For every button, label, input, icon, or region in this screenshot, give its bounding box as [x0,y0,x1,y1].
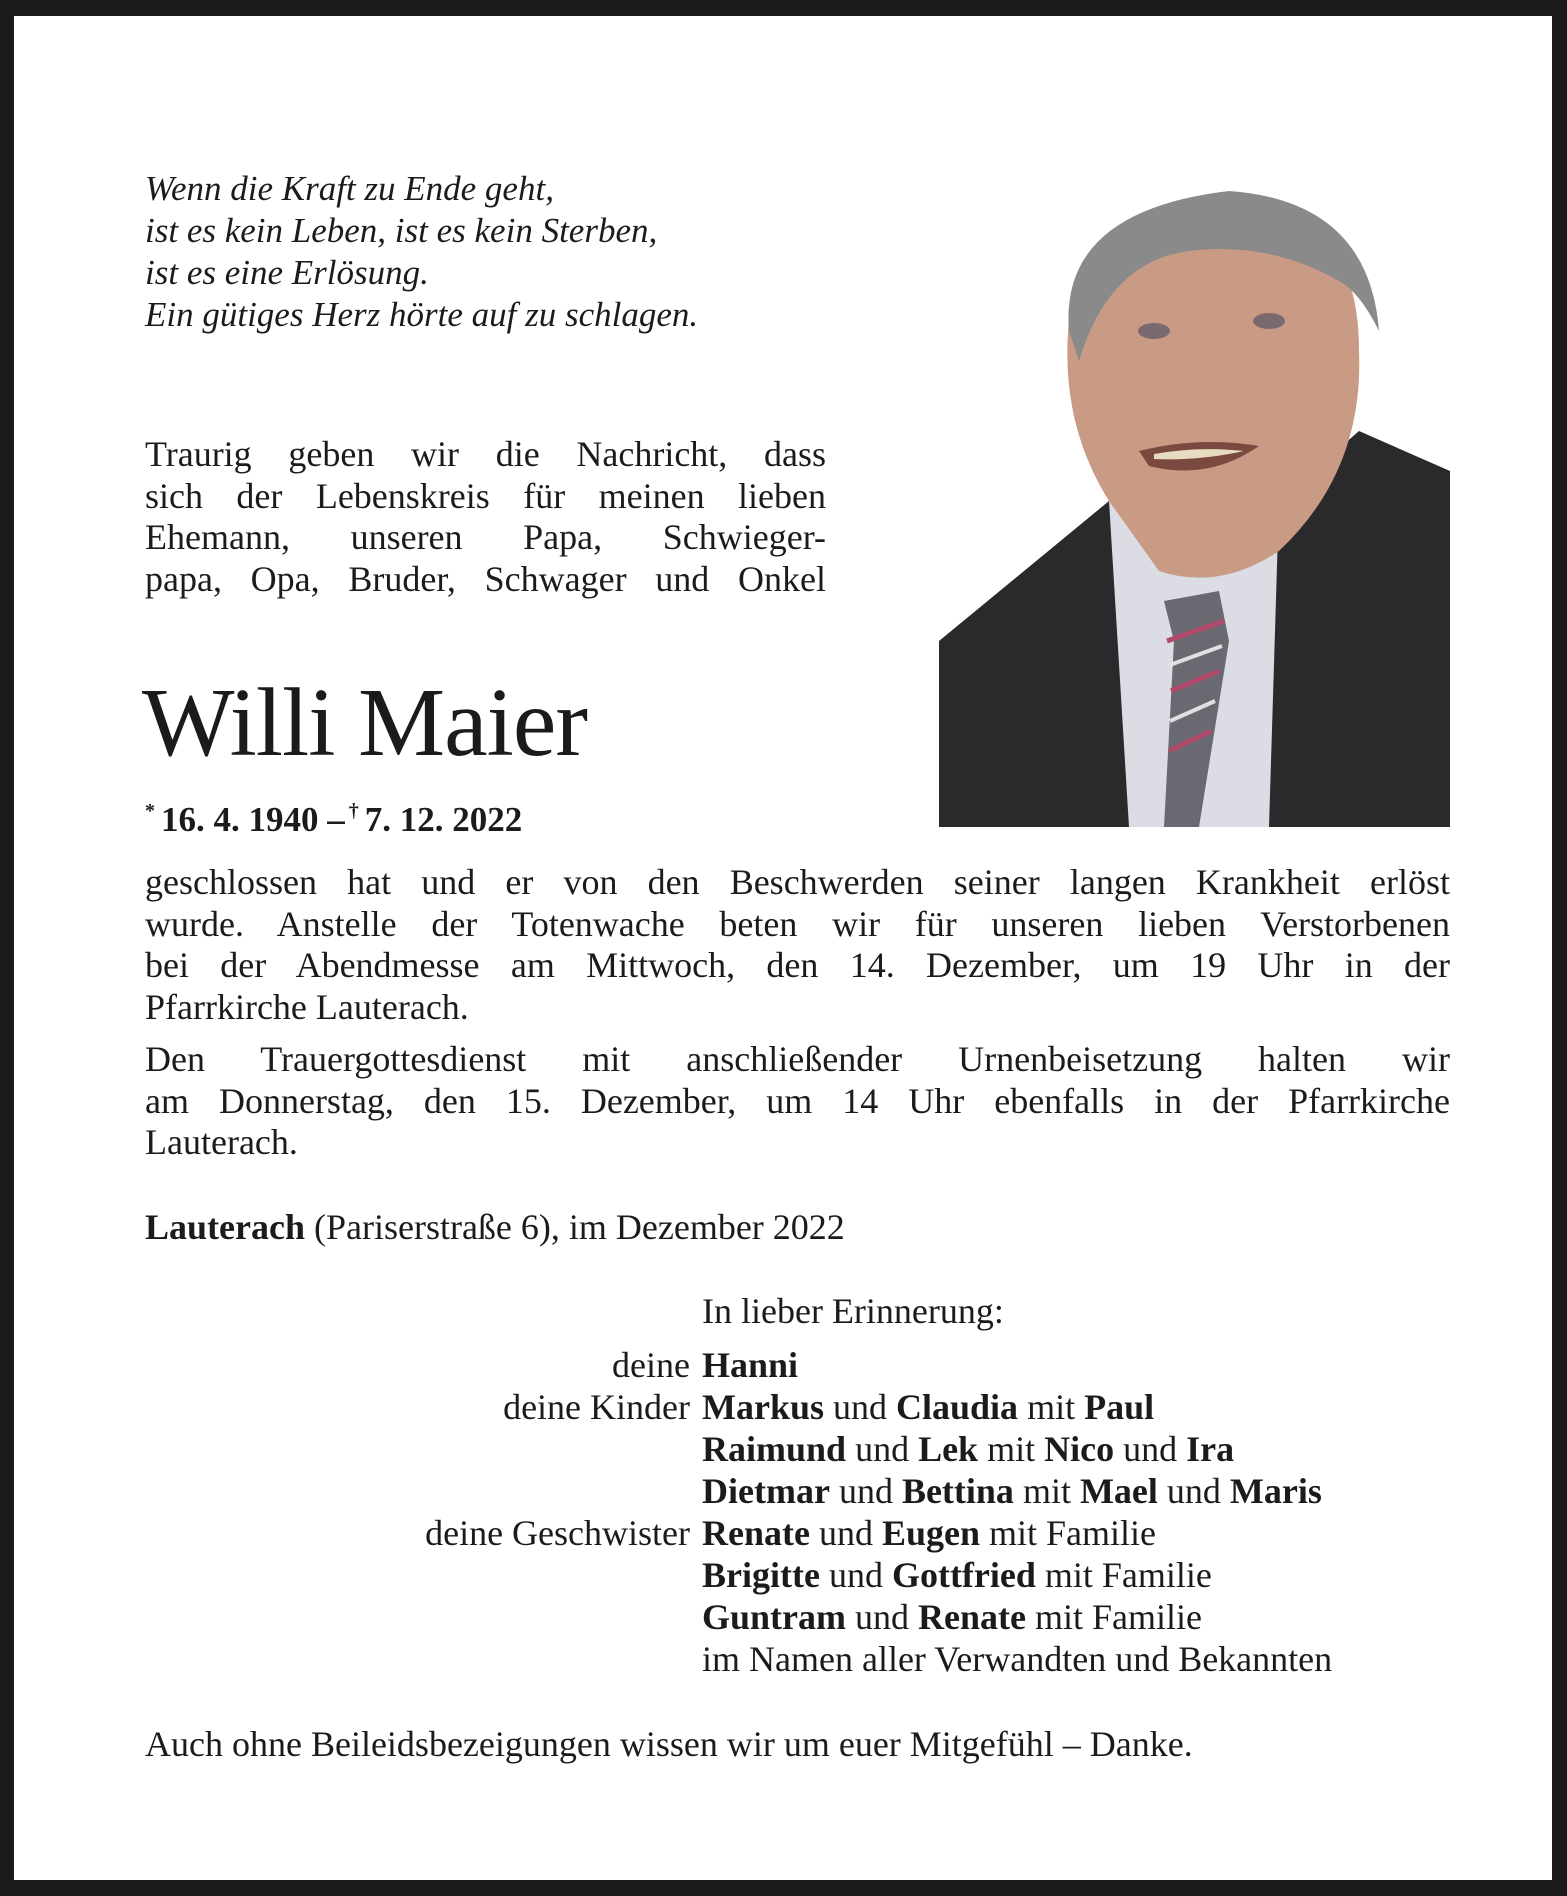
intro-line: sich der Lebenskreis für meinen lieben [145,475,826,516]
family-member-name: Nico [1044,1429,1115,1469]
family-member-name: Dietmar [702,1471,830,1511]
family-connector: und [829,1471,902,1511]
family-relation-label: deine Kinder [503,1387,690,1427]
family-member-name: Maris [1229,1471,1322,1511]
deceased-name: Willi Maier [142,669,587,777]
family-member-name: Ira [1186,1429,1235,1469]
family-row [145,1470,1450,1512]
family-member-name: Lek [918,1429,979,1469]
family-member-name: Eugen [881,1513,981,1553]
family-member-name: Renate [702,1513,810,1553]
place-date-line [145,1207,845,1249]
family-connector: mit Familie [1035,1555,1212,1595]
family-connector: und [819,1555,892,1595]
family-names [702,1470,1322,1512]
poem-line: Wenn die Kraft zu Ende geht, [145,169,554,208]
family-row [145,1512,1450,1554]
family-relation-label: deine [612,1345,690,1385]
family-member-name: Hanni [702,1345,799,1385]
body-line: Den Trauergottesdienst mit anschließender Urnenbeisetzung halten wir [145,1039,1450,1079]
poem [145,168,845,336]
closing-line: Auch ohne Beileidsbezeigungen wissen wir um euer Mitgefühl – Danke. [145,1724,1193,1764]
death-symbol: † [348,800,359,822]
family-member-name: Brigitte [702,1555,820,1595]
family-connector: und [824,1387,897,1427]
family-row [145,1596,1450,1638]
family-names [702,1386,1154,1428]
poem-line: ist es kein Leben, ist es kein Sterben, [145,211,658,250]
family-row [145,1344,1450,1386]
family-list [145,1344,1450,1680]
family-member-name: Guntram [702,1597,846,1637]
family-connector: und [809,1513,882,1553]
family-names [702,1596,1202,1638]
family-connector: mit [1013,1471,1080,1511]
family-row [145,1554,1450,1596]
life-dates [145,790,522,841]
family-row [145,1428,1450,1470]
family-names [702,1344,798,1386]
family-connector: mit Familie [1025,1597,1202,1637]
family-member-name: Raimund [702,1429,847,1469]
service-paragraph [145,862,1450,1028]
intro-paragraph [145,434,826,600]
portrait-photo [939,171,1450,827]
family-row [145,1638,1450,1680]
family-connector: und [1157,1471,1230,1511]
family-names [702,1638,1332,1680]
place-town: Lauterach [145,1207,305,1247]
family-connector: im Namen aller Verwandten und Bekannten [702,1639,1333,1679]
body-line: geschlossen hat und er von den Beschwerden seiner langen Krankheit erlöst [145,862,1450,902]
family-member-name: Paul [1084,1387,1155,1427]
family-connector: und [1114,1429,1187,1469]
family-connector: mit [1018,1387,1085,1427]
family-member-name: Gottfried [891,1555,1036,1595]
family-connector: mit Familie [980,1513,1157,1553]
death-date: 7. 12. 2022 [364,800,523,839]
family-member-name: Bettina [901,1471,1014,1511]
birth-date: 16. 4. 1940 [161,800,319,839]
family-member-name: Claudia [896,1387,1019,1427]
intro-line: Ehemann, unseren Papa, Schwieger- [145,517,826,557]
date-separator: – [327,800,345,839]
body-line: wurde. Anstelle der Totenwache beten wir für unseren lieben Verstorbenen [145,903,1450,944]
obituary-page [14,16,1552,1880]
poem-line: Ein gütiges Herz hörte auf zu schlagen. [145,295,699,334]
intro-line: papa, Opa, Bruder, Schwager und Onkel [145,558,826,599]
funeral-paragraph [145,1039,1450,1164]
body-line: am Donnerstag, den 15. Dezember, um 14 Uhr ebenfalls in der Pfarrkirche [145,1080,1450,1121]
family-names [702,1512,1156,1554]
birth-symbol: * [145,800,155,822]
family-connector: mit [978,1429,1045,1469]
family-connector: und [846,1597,918,1637]
family-names [702,1428,1234,1470]
body-line: bei der Abendmesse am Mittwoch, den 14. Dezember, um 19 Uhr in der [145,945,1450,985]
family-member-name: Renate [918,1597,1026,1637]
body-line: Lauterach. [145,1122,298,1162]
family-names [702,1554,1212,1596]
family-relation-label: deine Geschwister [425,1513,690,1553]
family-member-name: Mael [1079,1471,1158,1511]
body-line: Pfarrkirche Lauterach. [145,986,469,1027]
poem-line: ist es eine Erlösung. [145,253,429,292]
family-member-name: Markus [702,1387,825,1427]
remembrance-heading: In lieber Erinnerung: [702,1291,1004,1331]
family-connector: und [846,1429,919,1469]
intro-line: Traurig geben wir die Nachricht, dass [145,434,826,474]
place-rest: (Pariserstraße 6), im Dezember 2022 [304,1207,845,1247]
family-row [145,1386,1450,1428]
